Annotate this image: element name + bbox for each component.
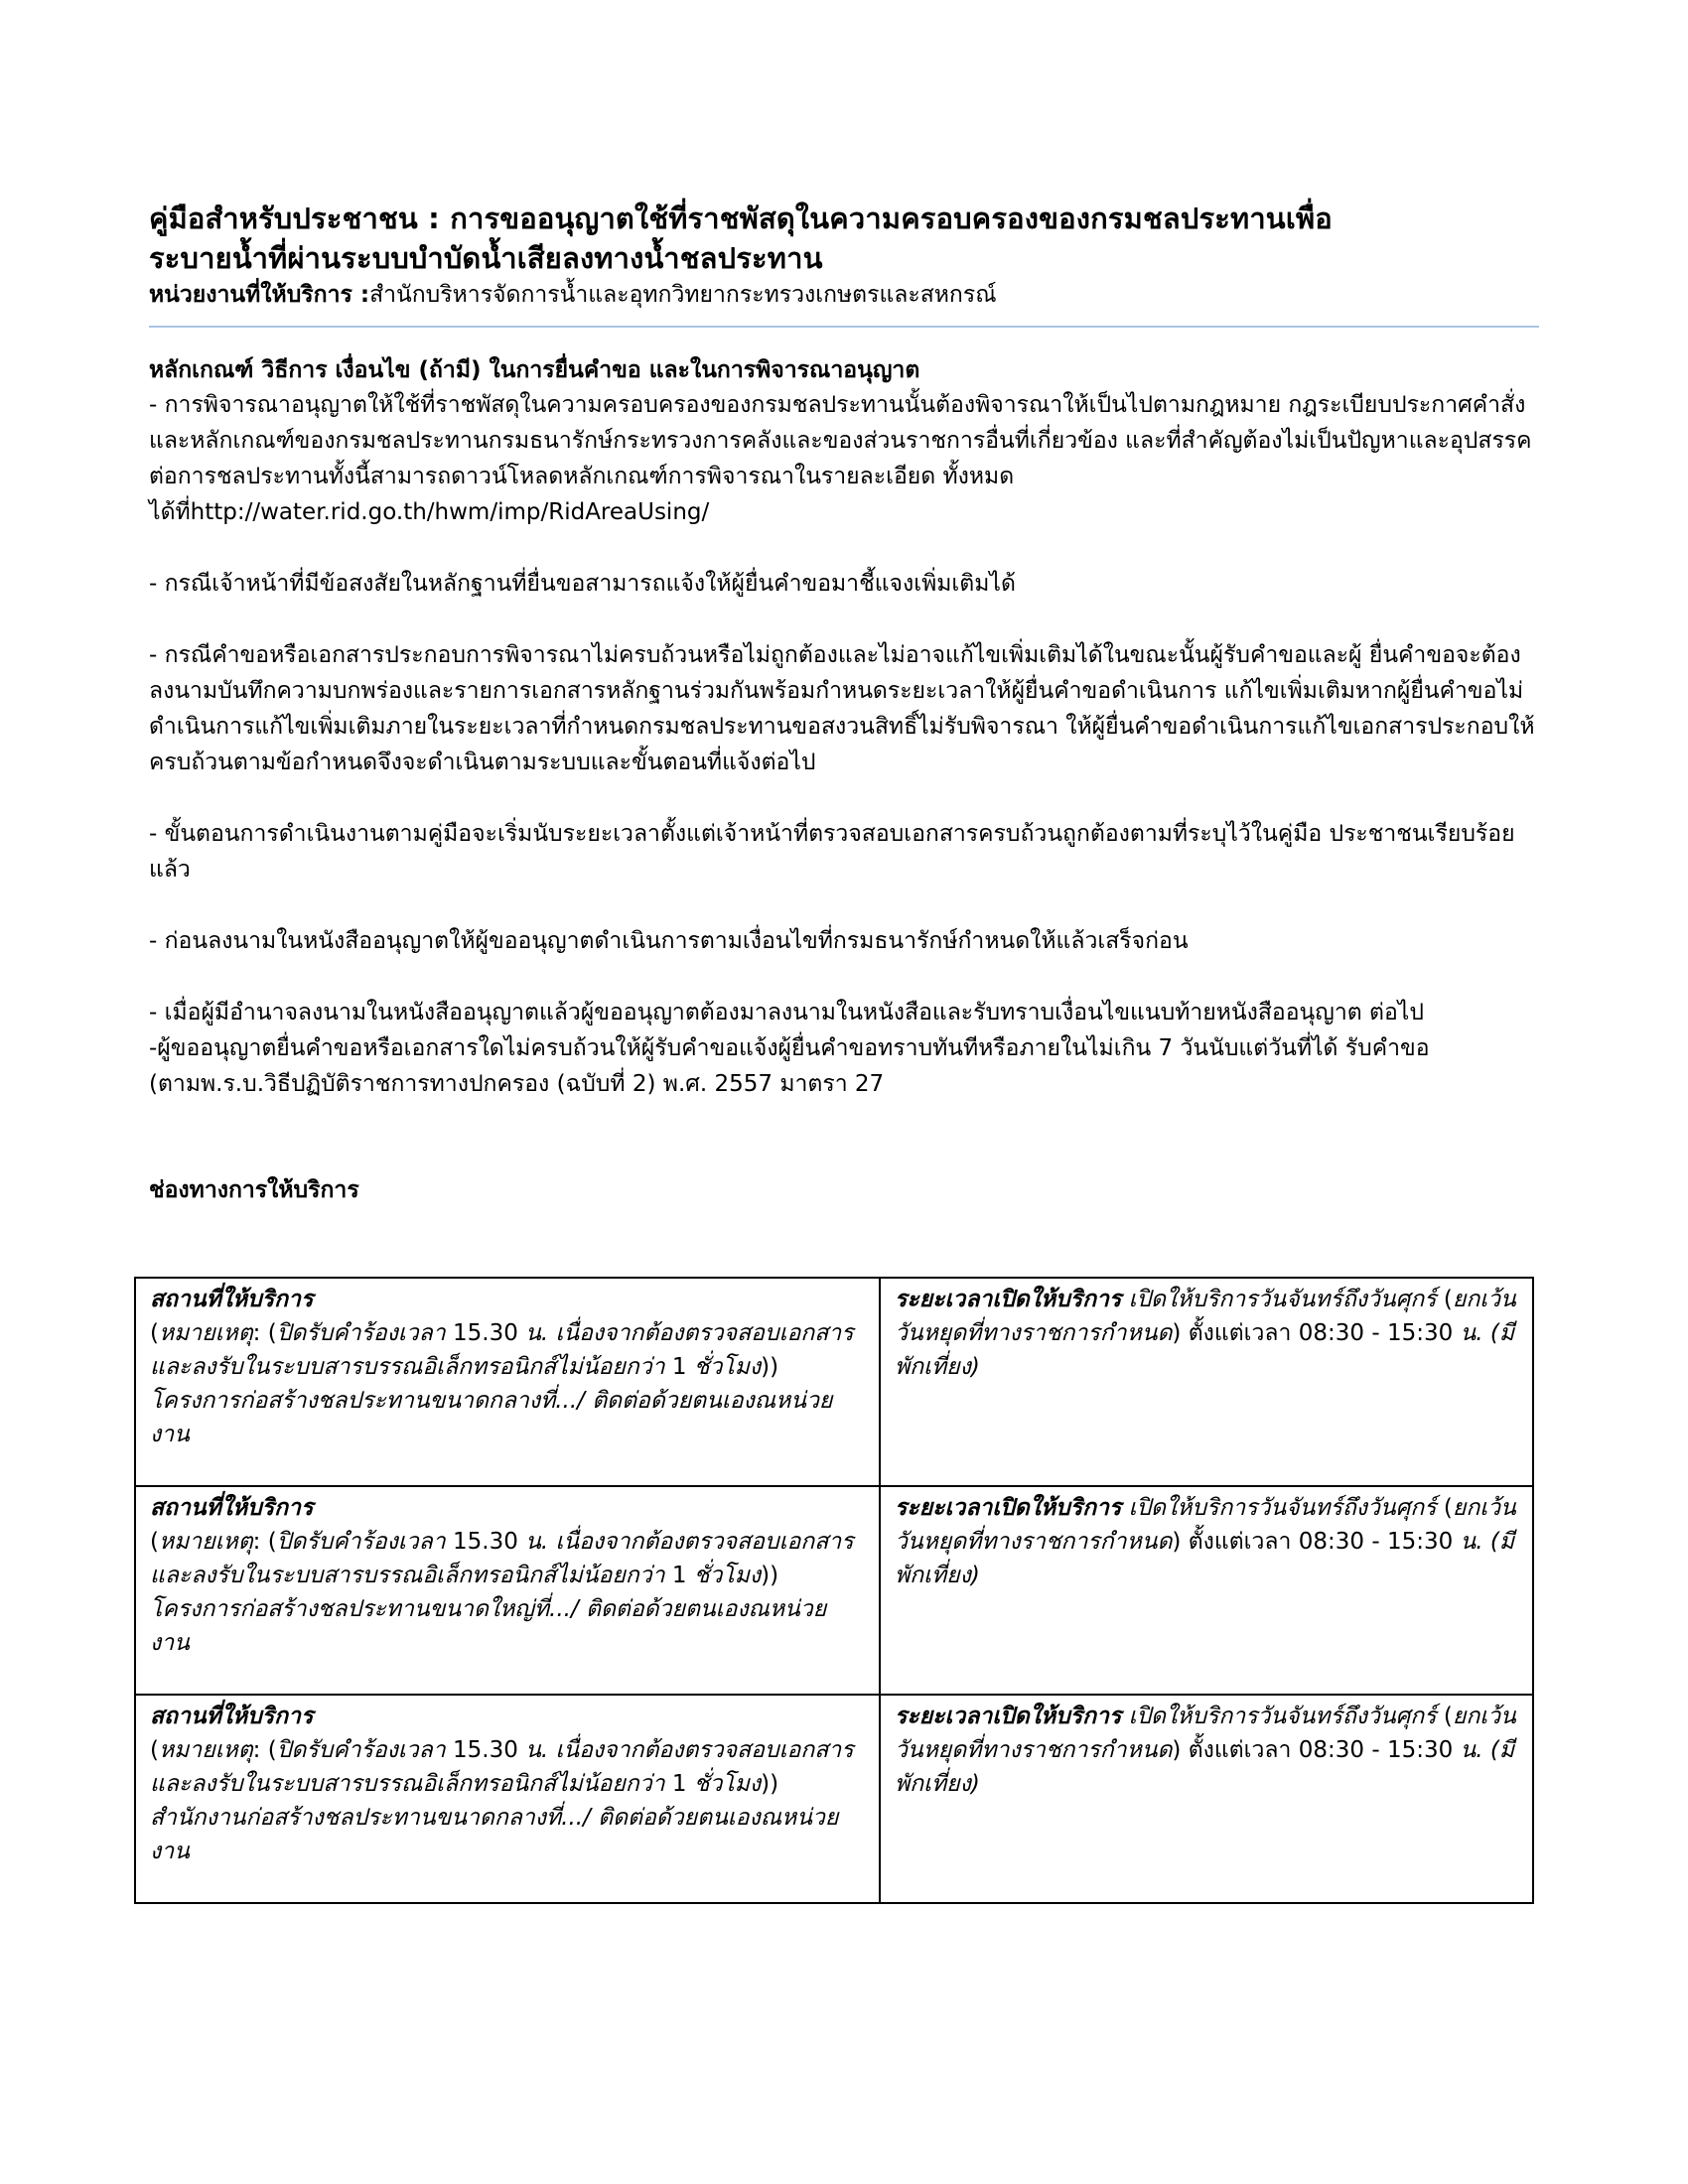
agency-name: สำนักบริหารจัดการน้ำและอุทกวิทยากระทรวงเกษตรและสหกรณ์ (369, 282, 997, 308)
contact-method: / ติดต่อด้วยตนเองณหน่วยงาน (150, 1596, 827, 1656)
note-paren: ( (150, 1737, 159, 1763)
hours-unit: น. (1453, 1529, 1490, 1555)
note-time: 15.30 (453, 1737, 518, 1763)
hours-time: 08:30 - 15:30 (1298, 1737, 1454, 1763)
criteria-paragraph-3: - กรณีคำขอหรือเอกสารประกอบการพิจารณาไม่ครบถ้วนหรือไม่ถูกต้องและไม่อาจแก้ไขเพิ่มเติมได้ในขณะนั้นผู้รับคำขอและผู้ ยื่นคำขอจะต้องลงนามบันทึกความบกพร่องและรายการเอกสารหลักฐานร่วมกันพร้อมกำหนดระยะเวลาให้ผู้ยื่นคำขอดำเนินการ แก้ไขเพิ่มเติมหากผู้ยื่นคำขอไม่ดำเนินการแก้ไขเพิ่มเติมภายในระยะเวลาที่กำหนดกรมชลประทานขอสงวนสิทธิ์ไม่รับพิจารณา ให้ผู้ยื่นคำขอดำเนินการแก้ไขเอกสารประกอบให้ครบถ้วนตามข้อกำหนดจึงจะดำเนินตามระบบและขั้นตอนที่แจ้งต่อไป (149, 642, 1535, 775)
note-time: 15.30 (453, 1320, 518, 1346)
place-label: สถานที่ให้บริการ (150, 1287, 314, 1312)
hours-lunch: (มีพักเที่ยง) (895, 1320, 1515, 1380)
agency-line (149, 278, 1539, 312)
note-text: ชั่วโมง (686, 1771, 762, 1797)
hours-time: 08:30 - 15:30 (1298, 1529, 1454, 1555)
note-colon: : ( (252, 1529, 277, 1555)
note-colon: : ( (252, 1320, 277, 1346)
note-paren: )) (761, 1771, 779, 1797)
note-paren: ( (150, 1529, 159, 1555)
criteria-paragraph-4: - ขั้นตอนการดำเนินงานตามคู่มือจะเริ่มนับระยะเวลาตั้งแต่เจ้าหน้าที่ตรวจสอบเอกสารครบถ้วนถูกต้องตามที่ระบุไว้ในคู่มือ ประชาชนเรียบร้อยแล้ว (149, 821, 1515, 883)
service-hours-cell (880, 1278, 1533, 1486)
table-row (135, 1486, 1533, 1695)
hours-text: ) ตั้งแต่เวลา (1172, 1529, 1299, 1555)
service-hours-cell (880, 1486, 1533, 1695)
hours-time: 08:30 - 15:30 (1298, 1320, 1454, 1346)
note-paren: )) (761, 1563, 779, 1588)
contact-method: / ติดต่อด้วยตนเองณหน่วยงาน (150, 1388, 833, 1447)
note-text: ปิดรับคำร้องเวลา (276, 1320, 454, 1346)
document-title-line2: ระบายน้ำที่ผ่านระบบบำบัดน้ำเสียลงทางน้ำชลประทาน (149, 241, 823, 275)
place-label: สถานที่ให้บริการ (150, 1704, 314, 1729)
agency-label: หน่วยงานที่ให้บริการ : (149, 282, 370, 308)
hours-paren: ( (1443, 1704, 1453, 1729)
note-paren: ( (150, 1320, 159, 1346)
note-text: น. เนื่องจากต้องตรวจสอบเอกสารและลงรับในระบบสารบรรณอิเล็กทรอนิกส์ไม่น้อยกว่า (150, 1320, 854, 1380)
criteria-paragraph-7: -ผู้ขออนุญาตยื่นคำขอหรือเอกสารใดไม่ครบถ้วนให้ผู้รับคำขอแจ้งผู้ยื่นคำขอทราบทันทีหรือภายในไม่เกิน 7 วันนับแต่วันที่ได้ รับคำขอ (ตามพ.ร.บ.วิธีปฏิบัติราชการทางปกครอง (ฉบับที่ 2) พ.ศ. 2557 มาตรา 27 (149, 1035, 1430, 1097)
table-row (135, 1278, 1533, 1486)
hours-unit: น. (1453, 1320, 1490, 1346)
hours-unit: น. (1453, 1737, 1490, 1763)
hours-text: ) ตั้งแต่เวลา (1172, 1320, 1299, 1346)
note-number: 1 (671, 1563, 687, 1588)
criteria-heading: หลักเกณฑ์ วิธีการ เงื่อนไข (ถ้ามี) ในการยื่นคำขอ และในการพิจารณาอนุญาต (149, 357, 920, 383)
document-title-line1: คู่มือสำหรับประชาชน : การขออนุญาตใช้ที่ราชพัสดุในความครอบครองของกรมชลประทานเพื่อ (149, 202, 1333, 235)
hours-text: เปิดให้บริการวันจันทร์ถึงวันศุกร์ (1121, 1495, 1444, 1521)
note-number: 1 (671, 1771, 687, 1797)
place-name: โครงการก่อสร้างชลประทานขนาดใหญ่ที่... (150, 1596, 571, 1622)
service-location-cell (135, 1278, 880, 1486)
document-title (149, 199, 1539, 278)
note-label: หมายเหตุ (158, 1320, 253, 1346)
hours-label: ระยะเวลาเปิดให้บริการ (895, 1704, 1122, 1729)
hours-exception: ยกเว้นวันหยุดที่ทางราชการกำหนด (895, 1495, 1516, 1555)
hours-text: ) ตั้งแต่เวลา (1172, 1737, 1299, 1763)
channels-heading: ช่องทางการให้บริการ (149, 1177, 359, 1203)
service-hours-cell (880, 1695, 1533, 1903)
note-text: ชั่วโมง (686, 1354, 762, 1380)
hours-exception: ยกเว้นวันหยุดที่ทางราชการกำหนด (895, 1704, 1516, 1763)
hours-lunch: (มีพักเที่ยง) (895, 1529, 1515, 1588)
hours-lunch: (มีพักเที่ยง) (895, 1737, 1515, 1797)
place-label: สถานที่ให้บริการ (150, 1495, 314, 1521)
hours-paren: ( (1443, 1495, 1453, 1521)
title-divider (149, 326, 1539, 328)
place-name: สำนักงานก่อสร้างชลประทานขนาดกลางที่... (150, 1805, 584, 1831)
note-time: 15.30 (453, 1529, 518, 1555)
service-location-cell (135, 1486, 880, 1695)
hours-exception: ยกเว้นวันหยุดที่ทางราชการกำหนด (895, 1287, 1516, 1346)
service-channels-table (134, 1277, 1534, 1904)
document-body (149, 199, 1539, 1207)
criteria-paragraph-1: - การพิจารณาอนุญาตให้ใช้ที่ราชพัสดุในความครอบครองของกรมชลประทานนั้นต้องพิจารณาให้เป็นไปตามกฎหมาย กฎระเบียบประกาศคำสั่งและหลักเกณฑ์ของกรมชลประทานกรมธนารักษ์กระทรวงการคลังและของส่วนราชการอื่นที่เกี่ยวข้อง และที่สำคัญต้องไม่เป็นปัญหาและอุปสรรคต่อการชลประทานทั้งนี้สามารถดาวน์โหลดหลักเกณฑ์การพิจารณาในรายละเอียด ทั้งหมดได้ที่http://water.rid.go.th/hwm/imp/RidAreaUsing/ (149, 392, 1532, 525)
note-text: ปิดรับคำร้องเวลา (276, 1529, 454, 1555)
criteria-paragraph-2: - กรณีเจ้าหน้าที่มีข้อสงสัยในหลักฐานที่ยื่นขอสามารถแจ้งให้ผู้ยื่นคำขอมาชี้แจงเพิ่มเติมได้ (149, 571, 1016, 597)
note-colon: : ( (252, 1737, 277, 1763)
service-location-cell (135, 1695, 880, 1903)
contact-method: / ติดต่อด้วยตนเองณหน่วยงาน (150, 1805, 839, 1864)
note-label: หมายเหตุ (158, 1529, 253, 1555)
criteria-paragraph-6: - เมื่อผู้มีอำนาจลงนามในหนังสืออนุญาตแล้วผู้ขออนุญาตต้องมาลงนามในหนังสือและรับทราบเงื่อนไขแนบท้ายหนังสืออนุญาต ต่อไป (149, 1000, 1424, 1025)
note-text: น. เนื่องจากต้องตรวจสอบเอกสารและลงรับในระบบสารบรรณอิเล็กทรอนิกส์ไม่น้อยกว่า (150, 1529, 854, 1588)
note-paren: )) (761, 1354, 779, 1380)
note-text: ชั่วโมง (686, 1563, 762, 1588)
criteria-paragraph-5: - ก่อนลงนามในหนังสืออนุญาตให้ผู้ขออนุญาตดำเนินการตามเงื่อนไขที่กรมธนารักษ์กำหนดให้แล้วเสร็จก่อน (149, 928, 1189, 954)
hours-label: ระยะเวลาเปิดให้บริการ (895, 1287, 1122, 1312)
table-row (135, 1695, 1533, 1903)
hours-text: เปิดให้บริการวันจันทร์ถึงวันศุกร์ (1121, 1704, 1444, 1729)
place-name: โครงการก่อสร้างชลประทานขนาดกลางที่... (150, 1388, 578, 1414)
hours-paren: ( (1443, 1287, 1453, 1312)
note-label: หมายเหตุ (158, 1737, 253, 1763)
hours-text: เปิดให้บริการวันจันทร์ถึงวันศุกร์ (1121, 1287, 1444, 1312)
note-text: ปิดรับคำร้องเวลา (276, 1737, 454, 1763)
hours-label: ระยะเวลาเปิดให้บริการ (895, 1495, 1122, 1521)
note-text: น. เนื่องจากต้องตรวจสอบเอกสารและลงรับในระบบสารบรรณอิเล็กทรอนิกส์ไม่น้อยกว่า (150, 1737, 854, 1797)
note-number: 1 (671, 1354, 687, 1380)
